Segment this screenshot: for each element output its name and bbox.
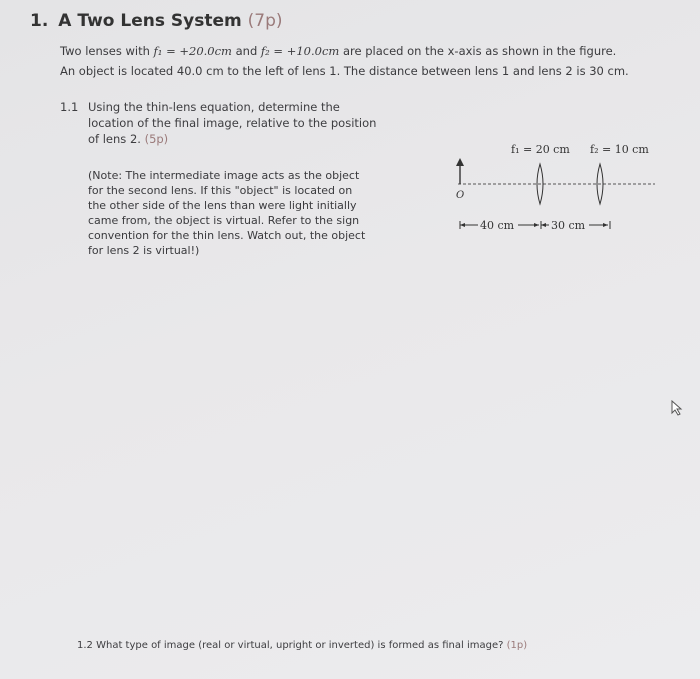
note-line: came from, the object is virtual. Refer to the sign xyxy=(88,214,360,227)
note-line: convention for the thin lens. Watch out, the object xyxy=(88,229,366,242)
problem-number: 1. xyxy=(30,11,49,31)
question-1-2-text: What type of image (real or virtual, upright or inverted) is formed as final image? xyxy=(96,640,504,651)
question-1-1-line-3 xyxy=(88,132,168,146)
question-1-2-points: (1p) xyxy=(506,640,528,651)
lens-system-figure xyxy=(450,140,660,240)
f2-expression: f₂ = +10.0cm xyxy=(260,44,340,58)
question-1-1-line: location of the final image, relative to the position xyxy=(88,116,377,130)
object-arrow xyxy=(456,158,464,184)
distance-1-label: 40 cm xyxy=(480,219,515,232)
mouse-cursor-icon xyxy=(670,400,684,416)
intro-line-1 xyxy=(60,44,616,58)
f2-label: f₂ = 10 cm xyxy=(590,143,649,156)
object-label: O xyxy=(456,190,465,201)
problem-points: (7p) xyxy=(247,11,283,31)
problem-title: A Two Lens System xyxy=(58,11,242,31)
note-line: (Note: The intermediate image acts as the object xyxy=(88,169,360,182)
intro-text-a: Two lenses with xyxy=(60,44,150,58)
intro-line-2: An object is located 40.0 cm to the left of lens 1. The distance between lens 1 and lens 2 is 30 cm. xyxy=(60,64,629,78)
question-1-2-number: 1.2 xyxy=(77,640,93,651)
question-1-1-line: Using the thin-lens equation, determine the xyxy=(88,100,340,114)
problem-heading xyxy=(30,11,283,31)
note-line: the other side of the lens than were light initially xyxy=(88,199,357,212)
question-1-1-line-text: of lens 2. xyxy=(88,132,141,146)
note-line: for the second lens. If this "object" is located on xyxy=(88,184,353,197)
question-1-2 xyxy=(77,640,527,651)
note-line: for lens 2 is virtual!) xyxy=(88,244,200,257)
question-1-1-number: 1.1 xyxy=(60,100,79,114)
question-1-1-points: (5p) xyxy=(144,132,169,146)
distance-2-label: 30 cm xyxy=(551,219,586,232)
and-word: and xyxy=(235,44,258,58)
f1-expression: f₁ = +20.0cm xyxy=(153,44,232,58)
intro-text-b: are placed on the x-axis as shown in the figure. xyxy=(342,44,617,58)
f1-label: f₁ = 20 cm xyxy=(511,143,570,156)
